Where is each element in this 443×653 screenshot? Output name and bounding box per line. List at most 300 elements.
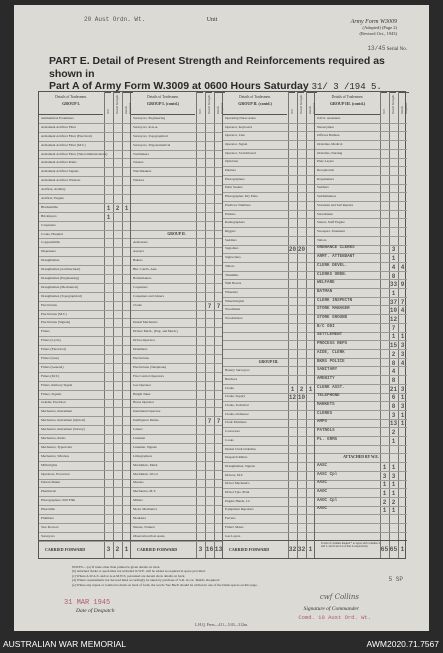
trade-label: Instrument Operator [133,409,161,414]
trade-label: Driver-Operator [133,338,155,343]
carried-forward-value: 32 [288,546,297,553]
strength-value: 1 [391,437,396,445]
trade-label: AAOC [317,507,328,512]
form-name: Army Form W3009 [350,19,397,25]
table-row [131,355,222,364]
table-row [131,444,222,453]
table-row [315,185,407,194]
table-row [39,311,130,320]
table-row [39,364,130,373]
table-row [223,167,314,176]
trade-label: Machinists, Metal [133,462,158,467]
column-group-label: GROUP I. [62,101,80,107]
table-row [223,524,314,533]
title-line2: Part A of Army Form W.3009 at 0600 Hours Saturday [49,80,309,92]
table-row [223,446,314,455]
strength-value: 1 [106,204,111,212]
table-row [131,346,222,355]
table-row [223,333,314,342]
table-row [223,472,314,481]
carried-forward-label: CARRIED FORWARD [229,547,270,552]
carried-forward-value: 3 [198,546,203,553]
table-row [39,151,130,160]
trade-label: Joiners [133,427,143,432]
table-row [223,463,314,472]
trade-label: Mechanics, Wireless [41,453,70,458]
form-title [49,55,409,94]
table-row [39,337,130,346]
column-group-label: GROUP III. (contd.) [329,101,366,107]
footer-catalog-id: AWM2020.71.7567 [366,639,439,649]
table-row [39,426,130,435]
table-column-2 [131,92,223,558]
table-row [315,176,407,185]
strength-value: 20 [297,246,306,254]
trade-label: Photographers [225,176,245,181]
trade-label: BKRS POLICE [317,359,345,364]
trade-label: Mechanics, Instrument [41,409,73,414]
table-row [131,275,222,284]
totals-note: Totals of columns marked * to agree with columns 4 and 5, and 6 and 14 of Part A respectively. [321,542,380,549]
table-row [39,462,130,471]
strength-value: 1 [391,333,396,341]
trade-label: Woodturners [225,316,243,321]
table-row [223,185,314,194]
trade-label: Mechanics, Instrument (Optical) [41,418,86,423]
table-row [39,355,130,364]
trade-label: SETTLEMENT [317,333,343,338]
table-row [223,219,314,228]
trade-label: Electricians [41,302,58,307]
trade-label: AAOC Cpl [317,498,338,503]
table-row [223,481,314,490]
strength-value: 1 [391,481,396,489]
table-row [315,437,407,446]
trade-label: Photographer, Dry Plate [225,194,258,199]
strength-value: 1 [106,213,111,221]
table-row [315,254,407,263]
table-row [131,480,222,489]
trade-label: Clerks, Ordnance [225,411,249,416]
column-group-label: GROUP I. (contd.) [147,101,179,107]
table-row [315,411,407,420]
trade-label: Pharmacist [41,489,57,494]
title-line1: PART E. Detail of Present Strength and Reinforcements required as shown in [49,55,385,80]
trade-label: Farriers [225,516,236,521]
trade-label: ARMT. ATTENDANT [317,255,355,260]
trade-label: Fire Control Operators [133,373,164,378]
trade-label: Dispensers [41,249,56,254]
table-row [223,202,314,211]
trade-label: Tailors [225,263,235,268]
table-row [315,446,407,455]
unit-label: Unit [206,17,218,23]
strength-value: 1 [290,385,295,393]
table-row [315,481,407,490]
table-row [315,150,407,159]
trade-label: Blacksmiths [41,204,58,209]
table-row [131,506,222,515]
trade-label: Saddlers [317,185,329,190]
table-column-3 [223,92,315,558]
trade-label: Gas Operator [133,382,152,387]
trade-label: Armament Artificer Fitter (Telecommunications) [41,151,108,156]
table-row [223,228,314,237]
strength-value: 8 [391,272,396,280]
trade-label: Electricians (Telephone) [133,364,167,369]
table-row [131,337,222,346]
table-row [223,263,314,272]
trade-label: Clerk Trimmers [225,420,247,425]
strength-value: 2 [391,498,396,506]
trade-label: Ammunition Examiners [41,115,74,120]
table-row [131,391,222,400]
table-row [131,488,222,497]
trade-label: Machinists, Wood [133,471,158,476]
trade-label: Driver Tpts. Plant [225,490,250,495]
strength-value: 4 [400,263,405,271]
table-row [131,204,222,213]
table-row [39,159,130,168]
trade-label: Armament Artificer Fitter (Electrical) [41,133,93,138]
print-line: L.H.Q. Press—411—5/43—312m. [195,623,248,627]
table-row [223,367,314,376]
table-row [131,142,222,151]
column-header [315,92,380,115]
table-row [315,420,407,429]
note-line: (b) Attached clerks or specialists not included in W.E. will be added as required in space provided. [72,569,206,574]
trade-label: Receptionist [317,168,334,173]
strength-value: 1 [400,333,405,341]
trade-label: Clerks, Supply [225,394,246,399]
trade-label: Fitters (M.T.) [41,373,60,378]
table-row [131,462,222,471]
carried-forward-label: CARRIED FORWARD [45,547,86,552]
trade-label: Draughtsmen [41,258,60,263]
trade-label: PROCESS REPS [317,342,348,347]
strength-value: 1 [382,507,387,515]
table-row [315,524,407,533]
trade-label: Welders [133,178,145,183]
trade-label: Concretors [225,429,240,434]
table-row [315,306,407,315]
trade-label: Draughtsmen (Mechanical) [41,284,79,289]
table-row [131,302,222,311]
trade-label: Height Taker [133,391,151,396]
table-row [223,289,314,298]
trade-label: Turners [133,160,144,165]
carried-forward-value: 1 [308,546,313,553]
strength-value: 2 [115,204,120,212]
table-row [315,202,407,211]
strength-value: 1 [400,420,405,428]
note-line: (c) Where A.W.A.S. and/or A.A.M.W.S. personnel are decent show details on back. [72,573,186,578]
table-row [315,237,407,246]
trade-label: Equipment Repairers [225,507,254,512]
signature-label: Signature of Commander [303,606,359,612]
trade-label: Orderlies, Medical [317,141,343,146]
numeric-subcolumn-head: Reinfs. Required. [123,92,133,115]
table-row [315,333,407,342]
column-header [223,92,287,115]
table-row [39,124,130,133]
table-row [39,417,130,426]
trade-label: CLERK ASST. [317,385,345,390]
trade-label: AAOC [317,490,328,495]
table-row [39,444,130,453]
table-rows [315,115,407,540]
strength-value: 12 [288,394,297,402]
strength-value: 1 [382,481,387,489]
trade-label: Nurses, Trained [133,524,155,529]
table-column-4 [315,92,407,558]
trade-label: Bricklayers [41,213,57,218]
column-header-title: Details of Tradesmen. [147,95,179,99]
strength-value: 9 [400,281,405,289]
trade-label: Fitters, Signals [41,391,62,396]
trade-label: Draughtsmen (Engineering) [41,275,79,280]
table-row [223,324,314,333]
table-row [223,498,314,507]
strength-value: 7 [391,324,396,332]
table-row [39,257,130,266]
table-row [315,428,407,437]
trade-label: O.P.O. Assistants [317,115,341,120]
table-row [39,186,130,195]
trade-label: Fitters (General) [41,364,64,369]
trade-label: Coppersmiths [41,240,60,245]
trade-label: Linemen [133,436,146,440]
trade-label: Clerks, Technical [225,403,249,408]
table-row [315,367,407,376]
trade-label: Cooks [225,437,234,442]
strength-value: 3 [382,472,387,480]
trade-label: Draughtsmen (Topographical) [41,293,82,298]
table-row [131,195,222,204]
table-row [315,289,407,298]
table-row [39,302,130,311]
table-row [315,507,407,516]
unit-typed: 20 Aust Ordn. Wt. [84,16,146,23]
table-row [315,211,407,220]
trade-label: Fitters [41,329,50,334]
footer-archive-name: AUSTRALIAN WAR MEMORIAL [3,639,126,649]
table-rows [223,115,314,540]
strength-value: 8 [391,359,396,367]
table-row [131,159,222,168]
strength-value: 1 [391,507,396,515]
table-row [131,266,222,275]
strength-value: 6 [391,394,396,402]
trade-label: Surveyors [41,533,55,538]
trade-label: Lineman, Signals [133,444,157,449]
table-row [223,315,314,324]
carried-forward-row [39,540,130,558]
trade-label: Sweepers, Tenement [317,228,345,233]
table-row [223,280,314,289]
strength-value: 7 [216,302,221,310]
table-row [315,498,407,507]
strength-value: 1 [391,490,396,498]
table-row [223,507,314,516]
table-row [131,177,222,186]
trade-label: Wheelers [225,289,238,294]
trade-label: Armament Artificer Signals [41,169,79,174]
table-row [223,237,314,246]
table-row [315,402,407,411]
table-row [223,515,314,524]
table-rows [131,115,222,540]
strength-value: 2 [391,350,396,358]
trade-label: Electricians (M.T.) [41,311,67,316]
table-row [39,275,130,284]
numeric-subcolumn-head: W.E. [105,92,111,115]
carried-forward-value: 65 [380,546,389,553]
trade-label: Horse Operator [133,400,154,405]
table-row [223,306,314,315]
table-row [131,319,222,328]
trade-label: Fitters' Mates [225,524,244,529]
carried-forward-value: 32 [297,546,306,553]
numeric-subcolumn-head: Reinfs. Required. [215,92,225,115]
table-row [131,311,222,320]
table-row [223,385,314,394]
trade-label: B/C ODI [317,324,335,329]
table-row [39,453,130,462]
table-row [223,124,314,133]
table-row [223,211,314,220]
trade-label: Drivers, M.T. [225,472,244,477]
table-row [131,213,222,222]
table-row [131,124,222,133]
table-row [131,408,222,417]
trade-label: Lithographers [133,453,153,458]
table-row [315,463,407,472]
note-line: (e) Where any repeat or rotation is made on back of form, the words 'See Back' should be written in one of the blank spaces on this page. [72,582,258,587]
trade-label: Officers Batmen [317,133,340,138]
table-row [223,359,314,368]
numeric-subcolumn-head: W.E. [381,92,387,115]
notes-block [72,565,417,587]
table-row [223,193,314,202]
trade-label: Riggers [225,228,236,233]
trade-label: Driver Mechanics [225,481,250,486]
trade-label: Electricians [133,355,150,360]
numeric-subcolumn-head: Posted Strength. [206,92,212,115]
strength-value: 10 [389,307,398,315]
table-row [39,471,130,480]
table-row [315,132,407,141]
trade-label: Plate Layers [317,159,334,164]
trade-label: Fitters (Gun) [41,355,59,360]
trade-label: Operating Nurse Assts. [225,115,257,120]
trade-label: Carpenters and Joiners [133,293,164,298]
tradesmen-table [38,91,406,559]
table-row [131,222,222,231]
table-row [315,263,407,272]
trade-label: Battery Surveyors [225,368,250,373]
trade-label: Mechanics, M.T. [133,489,156,494]
table-row [39,408,130,417]
table-row [223,115,314,124]
strength-value: 12 [389,316,398,324]
trade-label: Operator, Line [225,133,245,138]
form-id [351,19,397,37]
trade-label: Surveyors, Topographical [133,133,168,138]
despatch-date-label: Date of Despatch [76,608,115,614]
table-row [223,411,314,420]
strength-value: 3 [400,403,405,411]
strength-value: 3 [391,472,396,480]
trade-label: Sisters, Staff Engine [317,220,345,225]
carried-forward-row [315,540,407,558]
note-line: NOTES.—(a) If trade other than printed is given details on back. [72,565,161,569]
form-revised: (Revised Oct., 1943) [359,31,397,36]
strength-value: 13 [389,420,398,428]
despatch-date-stamp: 31 MAR 1945 [64,599,111,607]
table-row [315,167,407,176]
trade-label: Electricians (Signals) [41,320,71,325]
trade-label: BATMAN [317,289,333,294]
table-row [39,266,130,275]
trade-label: AASC [317,481,328,486]
strength-value: 2 [382,498,387,506]
serial-label: Serial No. [386,47,407,52]
table-row [131,435,222,444]
table-row [131,248,222,257]
strength-value: 1 [400,411,405,419]
trade-label: Saddlers [225,237,237,242]
trade-label: Nurserymen [317,124,334,129]
trade-label: Butchers [225,376,238,381]
trade-label: Opticians [225,159,238,164]
column-header [131,92,195,115]
strength-value: 1 [391,463,396,471]
table-row [315,280,407,289]
table-row [39,213,130,222]
table-row [39,400,130,409]
table-row [315,315,407,324]
carried-forward-value: 2 [115,546,120,553]
table-row [223,341,314,350]
trade-label: CLERKS [317,411,333,416]
trade-label: Boilermakers [133,275,152,280]
trade-label: CLERKS ORDN. [317,272,348,277]
group-heading: ATTACHED BY W.E. [343,455,379,460]
numeric-subcolumn-head: Posted Strength. [298,92,304,115]
table-row [223,176,314,185]
trade-label: Storemen and Sail Repairs [317,202,354,207]
numeric-subcolumn-head: Posted Strength. [390,92,396,115]
trade-label: Operator, Switchboard [225,150,256,155]
table-row [315,324,407,333]
table-row [315,350,407,359]
trade-label: Operator, Keyboard [225,124,252,129]
trade-label: PL. GRMS [317,437,338,442]
trade-label: Mechanics, Typewriter [41,444,73,449]
table-row [131,497,222,506]
column-group-label: GROUP II. (contd.) [238,101,272,107]
table-row [39,204,130,213]
table-row [315,394,407,403]
table-row [131,293,222,302]
table-row [39,284,130,293]
table-row [131,231,222,240]
table-row [223,402,314,411]
trade-label: Orderlies, Nursing [317,150,343,155]
table-row [223,489,314,498]
trade-label: CLERK INSPECTN [317,298,353,303]
